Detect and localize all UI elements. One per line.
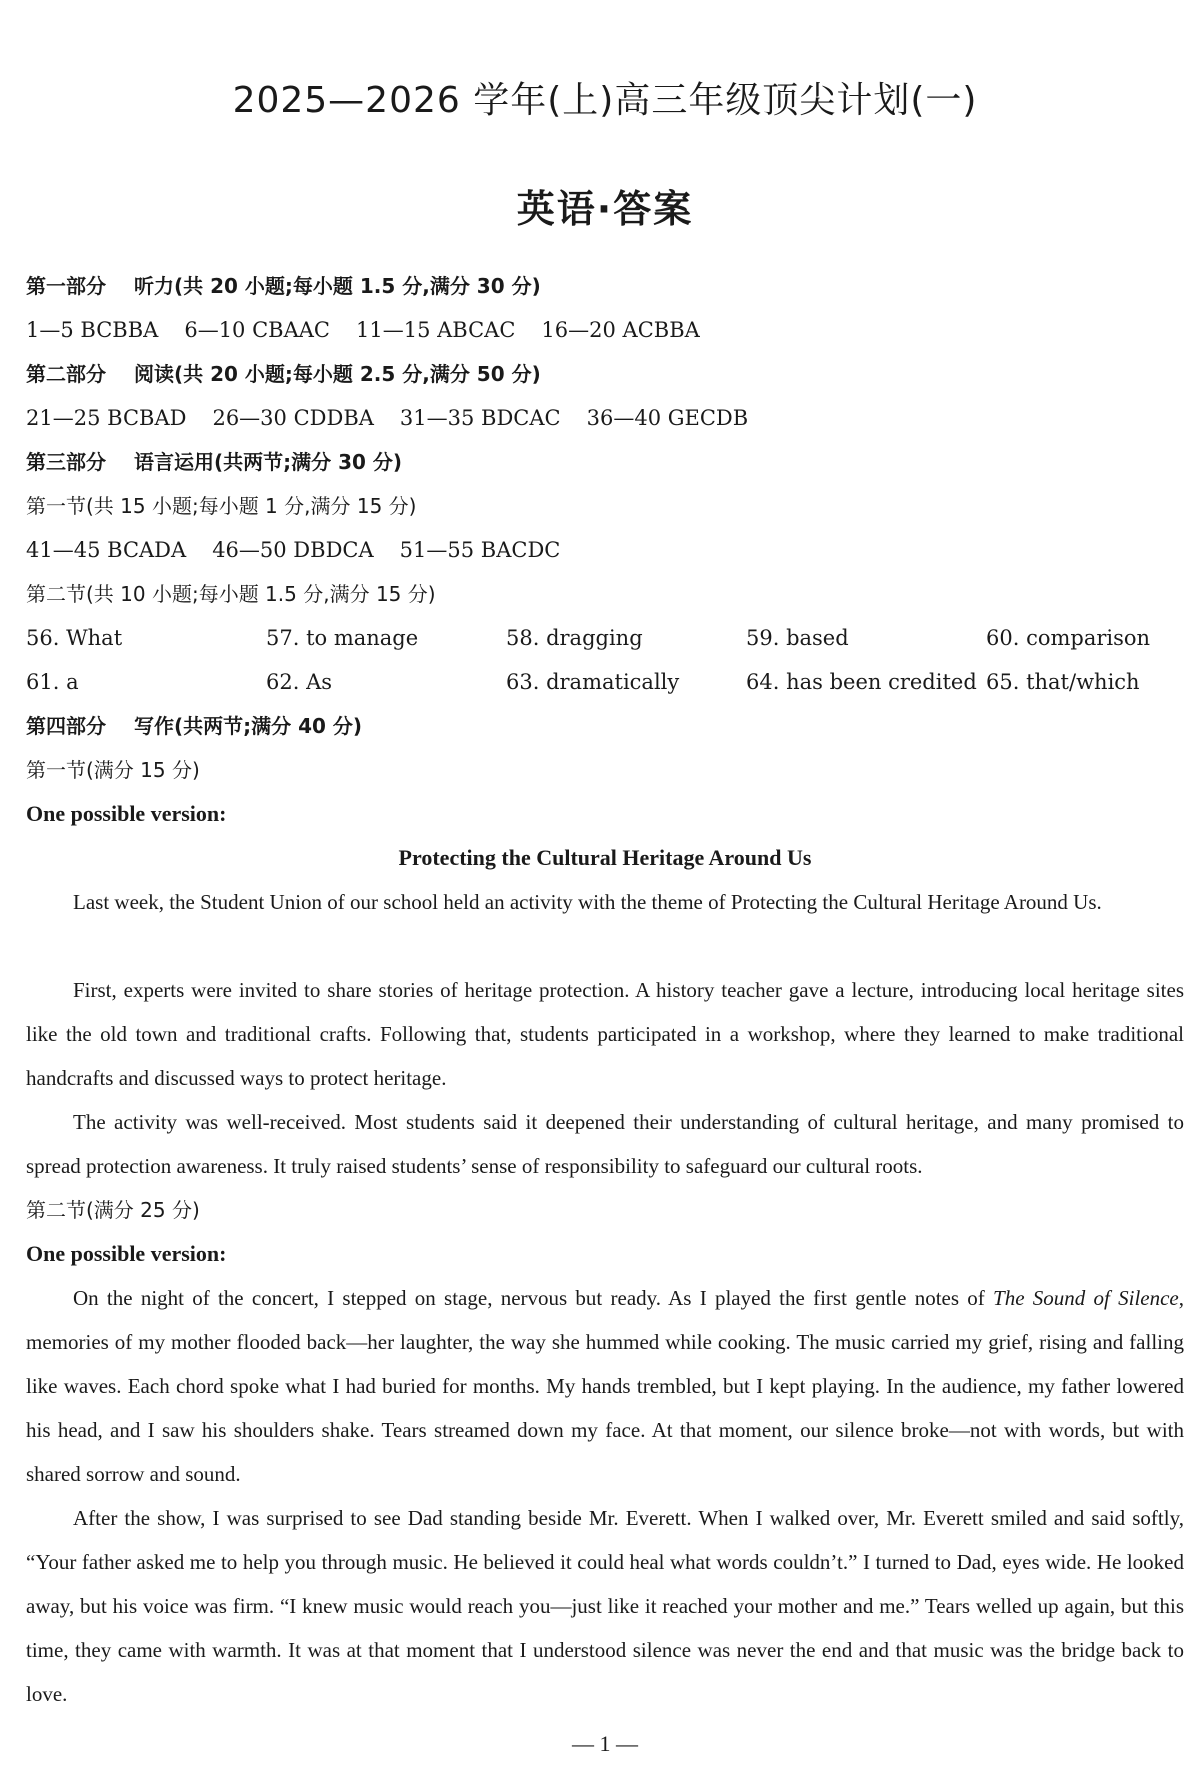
page-number: — 1 — [572,1731,638,1756]
answer-item: 61. a [26,670,79,694]
essay2-text: On the night of the concert, I stepped on stage, nervous but ready. As I played the first gentle notes of [73,1286,994,1310]
answer-group: 16—20 ACBBA [541,318,700,342]
part4-heading [26,711,362,741]
essay-title: Protecting the Cultural Heritage Around Us [398,845,812,870]
part1-heading [26,271,541,301]
part3-heading [26,447,402,477]
essay2-text: , memories of my mother flooded back—her laughter, the way she hummed while cooking. The music carried my grief, rising and falling like waves. Each chord spoke what I had buried for months. My hands trembled, but I kept playing. In the audience, my father lowered his head, and I saw his shoulders shake. Tears streamed down my face. At that moment, our silence broke—not with words, but with shared sorrow and sound. [26,1286,1185,1486]
essay2-paragraph [26,1276,1184,1496]
part4-label: 第四部分 [26,714,106,738]
part3-label: 第三部分 [26,450,106,474]
answer-group: 6—10 CBAAC [184,318,330,342]
answer-item: 63. dramatically [506,670,680,694]
answer-group: 36—40 GECDB [586,406,749,430]
part4-section1-heading: 第一节(满分 15 分) [26,758,200,782]
page-title: 2025—2026 学年(上)高三年级顶尖计划(一) [232,80,978,121]
answer-group: 41—45 BCADA [26,538,187,562]
part3-title: 语言运用(共两节;满分 30 分) [134,450,403,474]
version-label: One possible version: [26,801,227,826]
part3-section2-heading: 第二节(共 10 小题;每小题 1.5 分,满分 15 分) [26,582,436,606]
answer-group: 46—50 DBDCA [212,538,374,562]
part4-section2-heading: 第二节(满分 25 分) [26,1198,200,1222]
part2-label: 第二部分 [26,362,106,386]
page-subtitle: 英语·答案 [516,187,694,231]
answer-item: 56. What [26,626,123,650]
answer-group: 11—15 ABCAC [356,318,516,342]
answer-item: 57. to manage [266,626,419,650]
essay1-paragraph: First, experts were invited to share stories of heritage protection. A history teacher gave a lecture, introducing local heritage sites like the old town and traditional crafts. Following that, students participated in a workshop, where they learned to make traditional handcrafts and discussed ways to protect heritage. [26,978,1184,1090]
essay2-paragraph: After the show, I was surprised to see Dad standing beside Mr. Everett. When I walked over, Mr. Everett smiled and said softly, “Your father asked me to help you through music. He believed it could heal what words couldn’t.” I turned to Dad, eyes wide. He looked away, but his voice was firm. “I knew music would reach you—just like it reached your mother and me.” Tears welled up again, but this time, they came with warmth. It was at that moment that I understood silence was never the end and that music was the bridge back to love. [26,1506,1184,1706]
answer-group: 21—25 BCBAD [26,406,187,430]
part2-heading [26,359,541,389]
part3-section2-answers-row1 [26,623,1184,653]
part3-section2-answers-row2 [26,667,1184,697]
answer-item: 64. has been credited [746,670,977,694]
answer-item: 60. comparison [986,626,1151,650]
part2-title: 阅读(共 20 小题;每小题 2.5 分,满分 50 分) [134,362,541,386]
answer-group: 51—55 BACDC [399,538,561,562]
answer-group: 31—35 BDCAC [399,406,561,430]
answer-group: 1—5 BCBBA [26,318,159,342]
essay1-paragraph: The activity was well-received. Most students said it deepened their understanding of cultural heritage, and many promised to spread protection awareness. It truly raised students’ sense of responsibility to safeguard our cultural roots. [26,1110,1184,1178]
answer-item: 65. that/which [986,670,1140,694]
answer-item: 59. based [746,626,849,650]
answer-group: 26—30 CDDBA [212,406,374,430]
part1-title: 听力(共 20 小题;每小题 1.5 分,满分 30 分) [134,274,541,298]
part3-section1-heading: 第一节(共 15 小题;每小题 1 分,满分 15 分) [26,494,417,518]
part1-answers [26,315,726,345]
song-title: The Sound of Silence [993,1286,1179,1310]
essay1-paragraph: Last week, the Student Union of our school held an activity with the theme of Protecting the Cultural Heritage Around Us. [73,890,1102,914]
part3-section1-answers [26,535,586,565]
answer-item: 62. As [266,670,333,694]
part1-label: 第一部分 [26,274,106,298]
part4-title: 写作(共两节;满分 40 分) [134,714,363,738]
part2-answers [26,403,774,433]
answer-item: 58. dragging [506,626,643,650]
version-label: One possible version: [26,1241,227,1266]
